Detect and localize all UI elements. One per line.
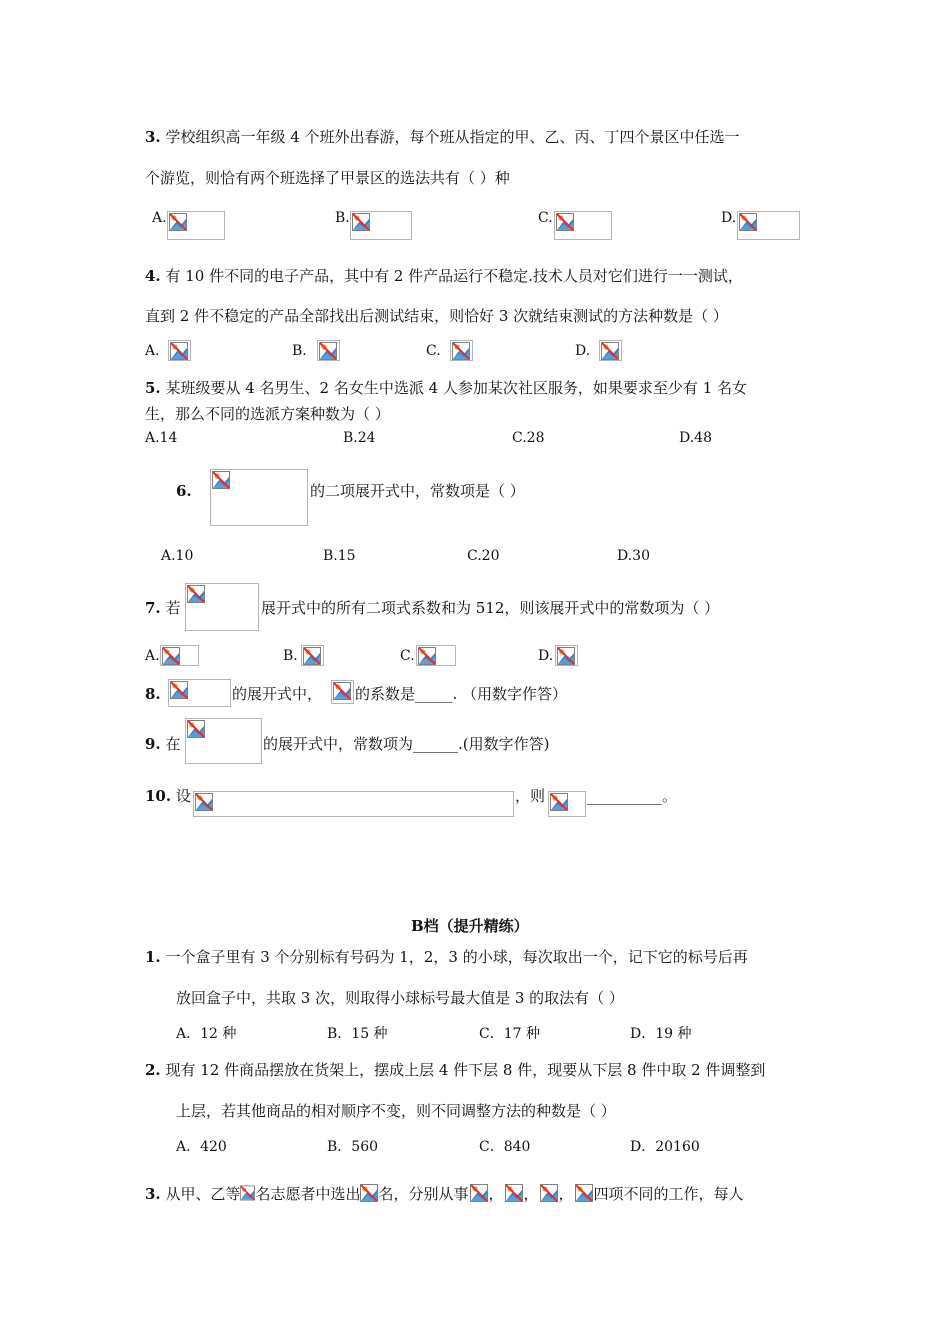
option-c: C.: [400, 648, 415, 664]
broken-image-icon: [303, 647, 321, 665]
option-b: B.15: [323, 548, 356, 564]
question-number: 3.: [145, 128, 161, 146]
question-10-prefix: 10. 设: [145, 787, 191, 805]
question-number: 9.: [145, 735, 161, 753]
question-7-prefix: 7. 若: [145, 599, 181, 617]
formula-image: [185, 718, 262, 764]
option-c: C.20: [467, 548, 500, 564]
broken-image-icon: [539, 1184, 559, 1202]
formula-image: [548, 791, 586, 817]
broken-image-icon: [240, 1184, 255, 1202]
broken-image-icon: [556, 213, 574, 231]
formula-image: [167, 211, 225, 240]
question-9-text: 的展开式中，常数项为______.(用数字作答): [263, 735, 550, 753]
formula-image: [168, 679, 231, 707]
formula-image: [554, 211, 612, 240]
broken-image-icon: [352, 213, 370, 231]
broken-image-icon: [333, 682, 351, 700]
section-heading: B档（提升精练）: [411, 917, 529, 935]
question-number: 8.: [145, 685, 161, 703]
formula-image: [737, 211, 800, 240]
option-d: D.: [575, 343, 591, 359]
broken-image-icon: [212, 471, 230, 489]
question-number: 5.: [145, 379, 161, 397]
question-5-line1: 5. 某班级要从 4 名男生、2 名女生中选派 4 人参加某次社区服务，如果要求至少有 1 名女: [145, 379, 748, 397]
question-3-line1: 3. 学校组织高一年级 4 个班外出春游，每个班从指定的甲、乙、丙、丁四个景区中任选一: [145, 128, 740, 146]
broken-image-icon: [195, 793, 213, 811]
broken-image-icon: [418, 647, 436, 665]
formula-image: [317, 340, 340, 361]
formula-image: [350, 211, 412, 240]
question-10-end: __________。: [587, 787, 678, 805]
broken-image-icon: [550, 793, 568, 811]
formula-image: [168, 340, 191, 361]
question-number: 1.: [145, 948, 161, 966]
broken-image-icon: [170, 342, 188, 360]
question-number: 4.: [145, 267, 161, 285]
formula-image: [555, 645, 578, 666]
broken-image-icon: [574, 1184, 594, 1202]
broken-image-icon: [469, 1184, 489, 1202]
option-b: B.: [283, 648, 298, 664]
question-8-mid: 的展开式中，: [232, 685, 323, 703]
broken-image-icon: [557, 647, 575, 665]
broken-image-icon: [504, 1184, 524, 1202]
option-b: B.24: [343, 430, 376, 446]
broken-image-icon: [360, 1184, 378, 1202]
question-b2-line2: 上层，若其他商品的相对顺序不变，则不同调整方法的种数是（ ）: [176, 1102, 616, 1120]
question-number: 2.: [145, 1061, 161, 1079]
broken-image-icon: [452, 342, 470, 360]
broken-image-icon: [170, 681, 188, 699]
option-a: A．12 种: [176, 1026, 237, 1042]
question-number: 3.: [145, 1185, 161, 1203]
option-c: C.28: [512, 430, 545, 446]
broken-image-icon: [601, 342, 619, 360]
question-5-line2: 生，那么不同的选派方案种数为（ ）: [145, 405, 390, 423]
option-b: B．15 种: [327, 1026, 388, 1042]
broken-image-icon: [187, 720, 205, 738]
option-d: D.48: [679, 430, 712, 446]
formula-image: [450, 340, 473, 361]
formula-image: [160, 645, 199, 666]
option-a: A.14: [145, 430, 178, 446]
option-c: C.: [538, 210, 553, 226]
question-b1-line1: 1. 一个盒子里有 3 个分别标有号码为 1，2，3 的小球，每次取出一个，记下它的标号后再: [145, 948, 748, 966]
formula-image: [185, 583, 259, 631]
option-d: D.: [538, 648, 554, 664]
formula-image: [331, 680, 354, 704]
option-b: B.: [335, 210, 350, 226]
option-a: A.: [145, 343, 160, 359]
option-d: D．20160: [630, 1139, 700, 1155]
formula-image: [599, 340, 622, 361]
question-4-line2: 直到 2 件不稳定的产品全部找出后测试结束，则恰好 3 次就结束测试的方法种数是（ ）: [145, 307, 728, 325]
question-4-line1: 4. 有 10 件不同的电子产品，其中有 2 件产品运行不稳定.技术人员对它们进行一一测试，: [145, 267, 743, 285]
option-a: A.10: [161, 548, 194, 564]
formula-image: [301, 645, 324, 666]
option-b: B．560: [327, 1139, 379, 1155]
broken-image-icon: [162, 647, 180, 665]
broken-image-icon: [187, 585, 205, 603]
question-9-prefix: 9. 在: [145, 735, 181, 753]
question-number: 6.: [176, 482, 192, 500]
option-c: C．840: [479, 1139, 531, 1155]
question-b3-line1: 3. 从甲、乙等 名志愿者中选出 名，分别从事 ， ， ， 四项不同的工作，每人: [145, 1185, 744, 1203]
question-number: 7.: [145, 599, 161, 617]
question-number: 10.: [145, 787, 172, 805]
broken-image-icon: [739, 213, 757, 231]
question-8-text: 的系数是_____. （用数字作答）: [355, 685, 568, 703]
formula-image: [416, 645, 456, 666]
broken-image-icon: [319, 342, 337, 360]
option-d: D．19 种: [630, 1026, 692, 1042]
option-c: C.: [426, 343, 441, 359]
option-d: D.: [721, 210, 737, 226]
option-b: B.: [292, 343, 307, 359]
question-6-text: 的二项展开式中，常数项是（ ）: [310, 482, 525, 500]
option-c: C．17 种: [479, 1026, 540, 1042]
question-b1-line2: 放回盒子中，共取 3 次，则取得小球标号最大值是 3 的取法有（ ）: [176, 989, 624, 1007]
formula-image: [210, 469, 308, 526]
option-a: A.: [145, 648, 160, 664]
option-d: D.30: [617, 548, 650, 564]
question-3-line2: 个游览，则恰有两个班选择了甲景区的选法共有（ ）种: [145, 169, 510, 187]
question-10-mid: ，则: [515, 787, 546, 805]
question-7-text: 展开式中的所有二项式系数和为 512，则该展开式中的常数项为（ ）: [261, 599, 720, 617]
question-b2-line1: 2. 现有 12 件商品摆放在货架上，摆成上层 4 件下层 8 件，现要从下层 8 件中取 2 件调整到: [145, 1061, 766, 1079]
broken-image-icon: [169, 213, 187, 231]
option-a: A．420: [176, 1139, 227, 1155]
formula-image: [193, 791, 514, 817]
option-a: A.: [152, 210, 167, 226]
